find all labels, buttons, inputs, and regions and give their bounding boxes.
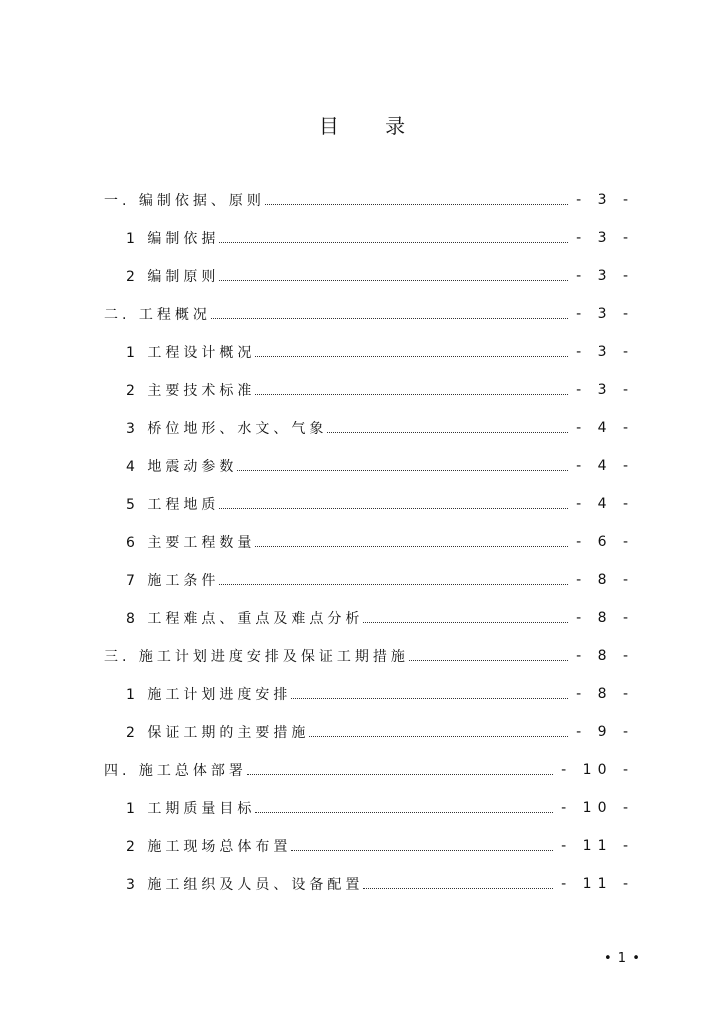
toc-entry-page-number: - 4 - (576, 496, 634, 512)
toc-dot-leader (237, 456, 568, 471)
toc-entry-page-number: - 10 - (561, 762, 634, 778)
toc-entry-title: 6 主要工程数量 (126, 535, 256, 551)
toc-dot-leader (219, 266, 568, 281)
toc-section-entry[interactable] (0, 295, 634, 333)
toc-entry-title: 2 保证工期的主要措施 (126, 725, 310, 741)
toc-subsection-entry[interactable] (0, 713, 634, 751)
toc-entry-page-number: - 3 - (576, 306, 634, 322)
toc-dot-leader (363, 608, 568, 623)
toc-dot-leader (219, 570, 568, 585)
toc-subsection-entry[interactable] (0, 485, 634, 523)
toc-entry-title: 3 桥位地形、水文、气象 (126, 421, 328, 437)
toc-dot-leader (327, 418, 568, 433)
toc-entry-title: 2 编制原则 (126, 269, 220, 285)
toc-entry-title: 1 工程设计概况 (126, 345, 256, 361)
toc-section-entry[interactable] (0, 637, 634, 675)
toc-entry-page-number: - 8 - (576, 686, 634, 702)
toc-subsection-entry[interactable] (0, 409, 634, 447)
toc-subsection-entry[interactable] (0, 257, 634, 295)
toc-dot-leader (211, 304, 568, 319)
toc-section-entry[interactable] (0, 181, 634, 219)
toc-subsection-entry[interactable] (0, 371, 634, 409)
toc-entry-title: 8 工程难点、重点及难点分析 (126, 611, 364, 627)
toc-subsection-entry[interactable] (0, 523, 634, 561)
toc-entry-page-number: - 4 - (576, 458, 634, 474)
toc-entry-title: 7 施工条件 (126, 573, 220, 589)
toc-entry-page-number: - 3 - (576, 192, 634, 208)
toc-subsection-entry[interactable] (0, 789, 634, 827)
footer-page-number: • 1 • (604, 951, 641, 966)
toc-entry-page-number: - 3 - (576, 382, 634, 398)
toc-entry-page-number: - 10 - (561, 800, 634, 816)
toc-subsection-entry[interactable] (0, 865, 634, 903)
toc-dot-leader (291, 836, 553, 851)
toc-dot-leader (219, 228, 568, 243)
toc-dot-leader (255, 532, 568, 547)
toc-entry-title: 4 地震动参数 (126, 459, 238, 475)
toc-dot-leader (255, 342, 568, 357)
toc-dot-leader (363, 874, 553, 889)
toc-entry-title: 2 主要技术标准 (126, 383, 256, 399)
toc-entry-title: 1 工期质量目标 (126, 801, 256, 817)
toc-entry-page-number: - 3 - (576, 268, 634, 284)
toc-dot-leader (255, 798, 553, 813)
toc-entry-title: 二. 工程概况 (104, 307, 211, 323)
toc-section-entry[interactable] (0, 751, 634, 789)
toc-entry-title: 3 施工组织及人员、设备配置 (126, 877, 364, 893)
table-of-contents (0, 181, 724, 903)
toc-dot-leader (265, 190, 568, 205)
toc-subsection-entry[interactable] (0, 599, 634, 637)
toc-entry-page-number: - 8 - (576, 572, 634, 588)
toc-subsection-entry[interactable] (0, 447, 634, 485)
toc-dot-leader (291, 684, 568, 699)
toc-entry-page-number: - 9 - (576, 724, 634, 740)
toc-subsection-entry[interactable] (0, 675, 634, 713)
toc-entry-title: 2 施工现场总体布置 (126, 839, 292, 855)
toc-subsection-entry[interactable] (0, 333, 634, 371)
toc-entry-page-number: - 8 - (576, 610, 634, 626)
toc-entry-page-number: - 8 - (576, 648, 634, 664)
toc-subsection-entry[interactable] (0, 219, 634, 257)
toc-entry-page-number: - 3 - (576, 344, 634, 360)
toc-entry-title: 1 编制依据 (126, 231, 220, 247)
page-title: 目 录 (318, 114, 426, 138)
toc-entry-page-number: - 6 - (576, 534, 634, 550)
toc-entry-page-number: - 11 - (561, 876, 634, 892)
toc-subsection-entry[interactable] (0, 827, 634, 865)
toc-entry-title: 三. 施工计划进度安排及保证工期措施 (104, 649, 409, 665)
toc-entry-title: 四. 施工总体部署 (104, 763, 247, 779)
toc-entry-page-number: - 11 - (561, 838, 634, 854)
toc-dot-leader (409, 646, 568, 661)
toc-entry-page-number: - 3 - (576, 230, 634, 246)
toc-entry-title: 5 工程地质 (126, 497, 220, 513)
toc-entry-title: 一. 编制依据、原则 (104, 193, 265, 209)
toc-dot-leader (255, 380, 568, 395)
toc-entry-page-number: - 4 - (576, 420, 634, 436)
toc-subsection-entry[interactable] (0, 561, 634, 599)
toc-entry-title: 1 施工计划进度安排 (126, 687, 292, 703)
toc-dot-leader (219, 494, 568, 509)
toc-dot-leader (247, 760, 553, 775)
toc-dot-leader (309, 722, 568, 737)
